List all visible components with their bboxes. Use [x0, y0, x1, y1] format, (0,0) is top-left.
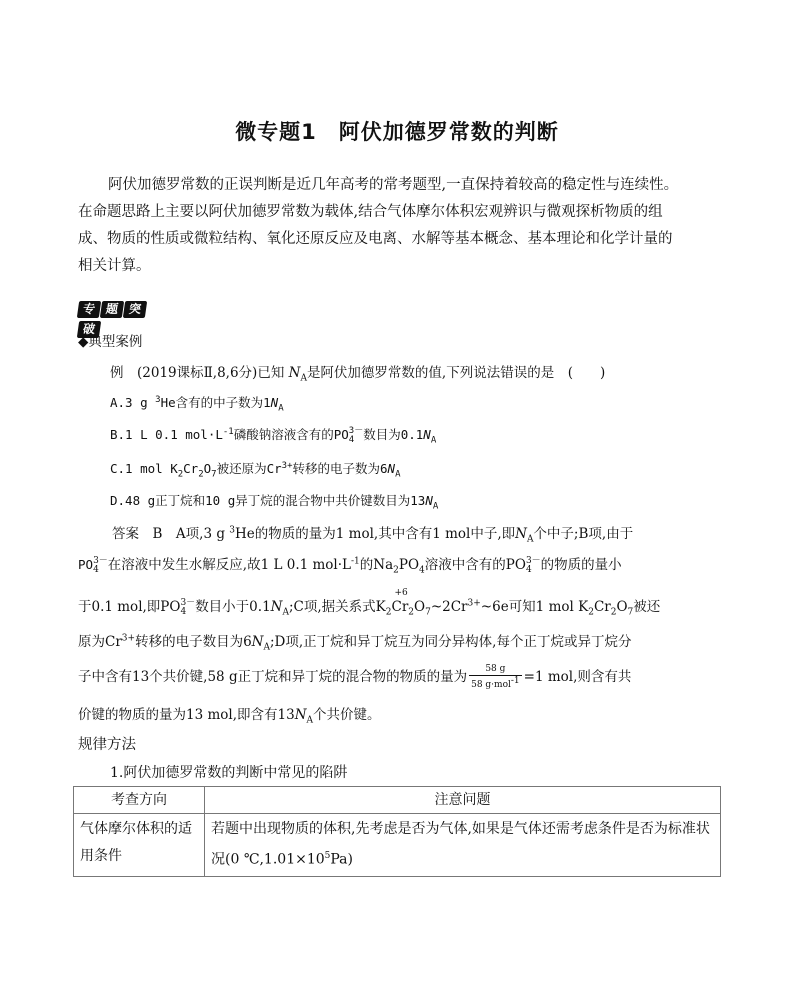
- po4-charge: [93, 557, 108, 575]
- option-c-text: 被还原为Cr: [216, 461, 282, 476]
- answer-line-6: [78, 703, 381, 726]
- option-d-text: D.48 g正丁烷和10 g异丁烷的混合物中共价键数目为13: [110, 493, 426, 508]
- intro-line-1: 阿伏加德罗常数的正误判断是近几年高考的常考题型,一直保持着较高的稳定性与连续性。: [108, 177, 679, 193]
- fraction-numerator: 58 g: [469, 664, 522, 676]
- option-c-text: 转移的电子数为6: [292, 461, 388, 476]
- na-sub: A: [278, 403, 284, 414]
- table-header-cell: 考查方向: [74, 787, 205, 814]
- na-sub: A: [526, 534, 534, 545]
- cr-oxidation: [391, 588, 409, 615]
- po4-charge: [349, 427, 363, 445]
- na-symbol: N: [425, 493, 433, 508]
- answer-text: Cr: [593, 599, 611, 615]
- answer-sub: 2: [408, 607, 415, 618]
- na-sub: A: [430, 435, 437, 446]
- answer-sub: 4: [419, 565, 425, 576]
- po4-sup: 3－: [93, 555, 108, 566]
- na-sub: A: [306, 715, 313, 726]
- option-a-text2: He含有的中子数为1: [160, 395, 271, 410]
- stem-tail: 是阿伏加德罗常数的值,下列说法错误的是 ( ): [306, 365, 606, 381]
- answer-text: 被还: [633, 599, 661, 615]
- na-symbol: N: [270, 395, 279, 410]
- answer-line-2: [78, 553, 622, 576]
- answer-text: 转移的电子数目为6: [135, 634, 252, 650]
- option-a-text: A.3 g: [110, 395, 156, 410]
- answer-text: 个共价键。: [313, 707, 381, 723]
- na-symbol: N: [251, 634, 264, 650]
- table-cell-sup: 5: [324, 851, 331, 861]
- na-symbol: N: [270, 599, 283, 615]
- point-1-heading: 1.阿伏加德罗常数的判断中常见的陷阱: [110, 765, 348, 781]
- table-cell: 气体摩尔体积的适用条件: [74, 814, 205, 877]
- answer-text: ;C项,据关系式K: [288, 599, 386, 615]
- answer-line-1: [112, 522, 633, 545]
- po4-sub: 4: [93, 564, 99, 575]
- option-b-text: B.1 L 0.1 mol·L: [110, 427, 223, 442]
- option-c-text: C.1 mol K: [110, 461, 178, 476]
- option-c-sup: 3+: [281, 460, 293, 471]
- option-d: [110, 491, 438, 512]
- answer-line-4: [78, 630, 631, 653]
- na-symbol: N: [515, 526, 527, 542]
- na-sub: A: [282, 607, 289, 618]
- fraction-denominator: [469, 676, 522, 691]
- answer-text: 个中子;B项,由于: [533, 526, 634, 542]
- badge-char: 题: [100, 301, 124, 318]
- answer-text: Cr: [391, 599, 409, 615]
- topic-breakthrough-badge: [78, 298, 150, 336]
- answer-line-5: [78, 664, 631, 691]
- answer-text: PO: [78, 557, 94, 572]
- answer-text: =1 mol,则含有共: [523, 669, 632, 685]
- po4-sup: 3－: [180, 597, 196, 608]
- intro-line-4: 相关计算。: [78, 258, 151, 274]
- option-b-text3: 数目为0.1: [363, 427, 424, 442]
- option-c-sub: 2: [177, 469, 184, 480]
- answer-text: ~6e: [480, 599, 509, 615]
- po4-charge: [526, 557, 541, 575]
- answer-text: 子中含有13个共价键,58 g正丁烷和异丁烷的混合物的物质的量为: [78, 669, 468, 685]
- answer-text: 的Na: [359, 557, 394, 573]
- intro-line-3: 成、物质的性质或微粒结构、氧化还原反应及电离、水解等基本概念、基本理论和化学计量的: [78, 231, 673, 247]
- table-cell: [205, 814, 721, 877]
- answer-sub: 2: [588, 607, 594, 618]
- answer-sub: 7: [627, 607, 634, 618]
- answer-sub: 2: [393, 565, 399, 576]
- answer-text: 的物质的量小: [540, 557, 622, 573]
- po4-sub: 4: [525, 564, 532, 575]
- molar-fraction: [469, 664, 522, 691]
- answer-sub: 7: [425, 607, 431, 618]
- option-b-sup: -1: [222, 426, 234, 437]
- na-sub: A: [263, 642, 270, 653]
- method-heading: 规律方法: [78, 737, 136, 753]
- typical-case-heading: ◆典型案例: [78, 334, 143, 350]
- answer-text: PO: [398, 557, 420, 573]
- answer-text: 可知1 mol K: [508, 599, 589, 615]
- answer-text: 原为Cr: [78, 634, 122, 650]
- fraction-den-sup: -1: [510, 676, 520, 686]
- answer-text: 于0.1 mol,即PO: [78, 599, 181, 615]
- na-symbol: N: [288, 365, 301, 381]
- na-sub: A: [395, 469, 401, 480]
- answer-sub: 2: [385, 607, 392, 618]
- answer-line-3: [78, 588, 661, 618]
- option-c-sub: 2: [198, 469, 204, 480]
- po4-charge: [180, 599, 195, 617]
- option-a: [110, 393, 284, 414]
- badge-char: 突: [123, 301, 147, 318]
- oxidation-state: +6: [394, 588, 408, 598]
- na-sub: A: [300, 373, 307, 384]
- example-stem: [110, 361, 605, 384]
- na-sub: A: [432, 501, 439, 512]
- badge-char: 破: [77, 321, 101, 338]
- na-symbol: N: [294, 707, 307, 723]
- answer-sup: 3+: [467, 598, 481, 609]
- table-cell-text: 若题中出现物质的体积,先考虑是否为气体,如果是气体还需考虑条件是否为标准状况(0 ℃,1.01×10: [211, 821, 710, 868]
- po4-sub: 4: [180, 606, 187, 617]
- answer-text: ~2Cr: [430, 599, 468, 615]
- option-c-text: O: [203, 461, 212, 476]
- intro-line-2: 在命题思路上主要以阿伏加德罗常数为载体,结合气体摩尔体积宏观辨识与微观探析物质的组: [78, 204, 663, 220]
- answer-text: O: [616, 599, 628, 615]
- fraction-den-text: 58 g·mol: [471, 680, 511, 690]
- option-c-sub: 7: [211, 469, 217, 480]
- na-symbol: N: [423, 427, 431, 442]
- answer-sup: 3+: [121, 633, 136, 644]
- page-title: 微专题1 阿伏加德罗常数的判断: [235, 120, 559, 144]
- table-cell-text: Pa): [330, 851, 353, 868]
- answer-sup: -1: [351, 556, 360, 567]
- answer-sup: 3: [229, 525, 236, 536]
- badge-char: 专: [77, 301, 101, 318]
- answer-text: 答案 B A项,3 g: [112, 526, 230, 542]
- na-symbol: N: [387, 461, 396, 476]
- answer-text: 在溶液中发生水解反应,故1 L 0.1 mol·L: [107, 557, 351, 573]
- option-b-text2: 磷酸钠溶液含有的PO: [233, 427, 349, 442]
- pitfalls-table: [73, 786, 721, 877]
- answer-text: 溶液中含有的PO: [424, 557, 526, 573]
- table-header-cell: 注意问题: [205, 787, 721, 814]
- answer-text: O: [414, 599, 426, 615]
- option-a-sup: 3: [155, 394, 161, 405]
- po4-sup: 3－: [348, 425, 364, 436]
- stem-lead: 例 (2019课标Ⅱ,8,6分)已知: [110, 365, 285, 381]
- answer-text: 数目小于0.1: [195, 599, 271, 615]
- answer-sub: 2: [610, 607, 617, 618]
- po4-sub: 4: [348, 434, 355, 445]
- option-b: [110, 425, 436, 446]
- po4-sup: 3－: [525, 555, 541, 566]
- table-row: [74, 814, 721, 877]
- answer-text: He的物质的量为1 mol,其中含有1 mol中子,即: [235, 526, 516, 542]
- table-header-row: [74, 787, 721, 814]
- option-c: [110, 459, 400, 480]
- answer-text: ;D项,正丁烷和异丁烷互为同分异构体,每个正丁烷或异丁烷分: [269, 634, 632, 650]
- answer-text: 价键的物质的量为13 mol,即含有13: [78, 707, 295, 723]
- option-c-text: Cr: [183, 461, 199, 476]
